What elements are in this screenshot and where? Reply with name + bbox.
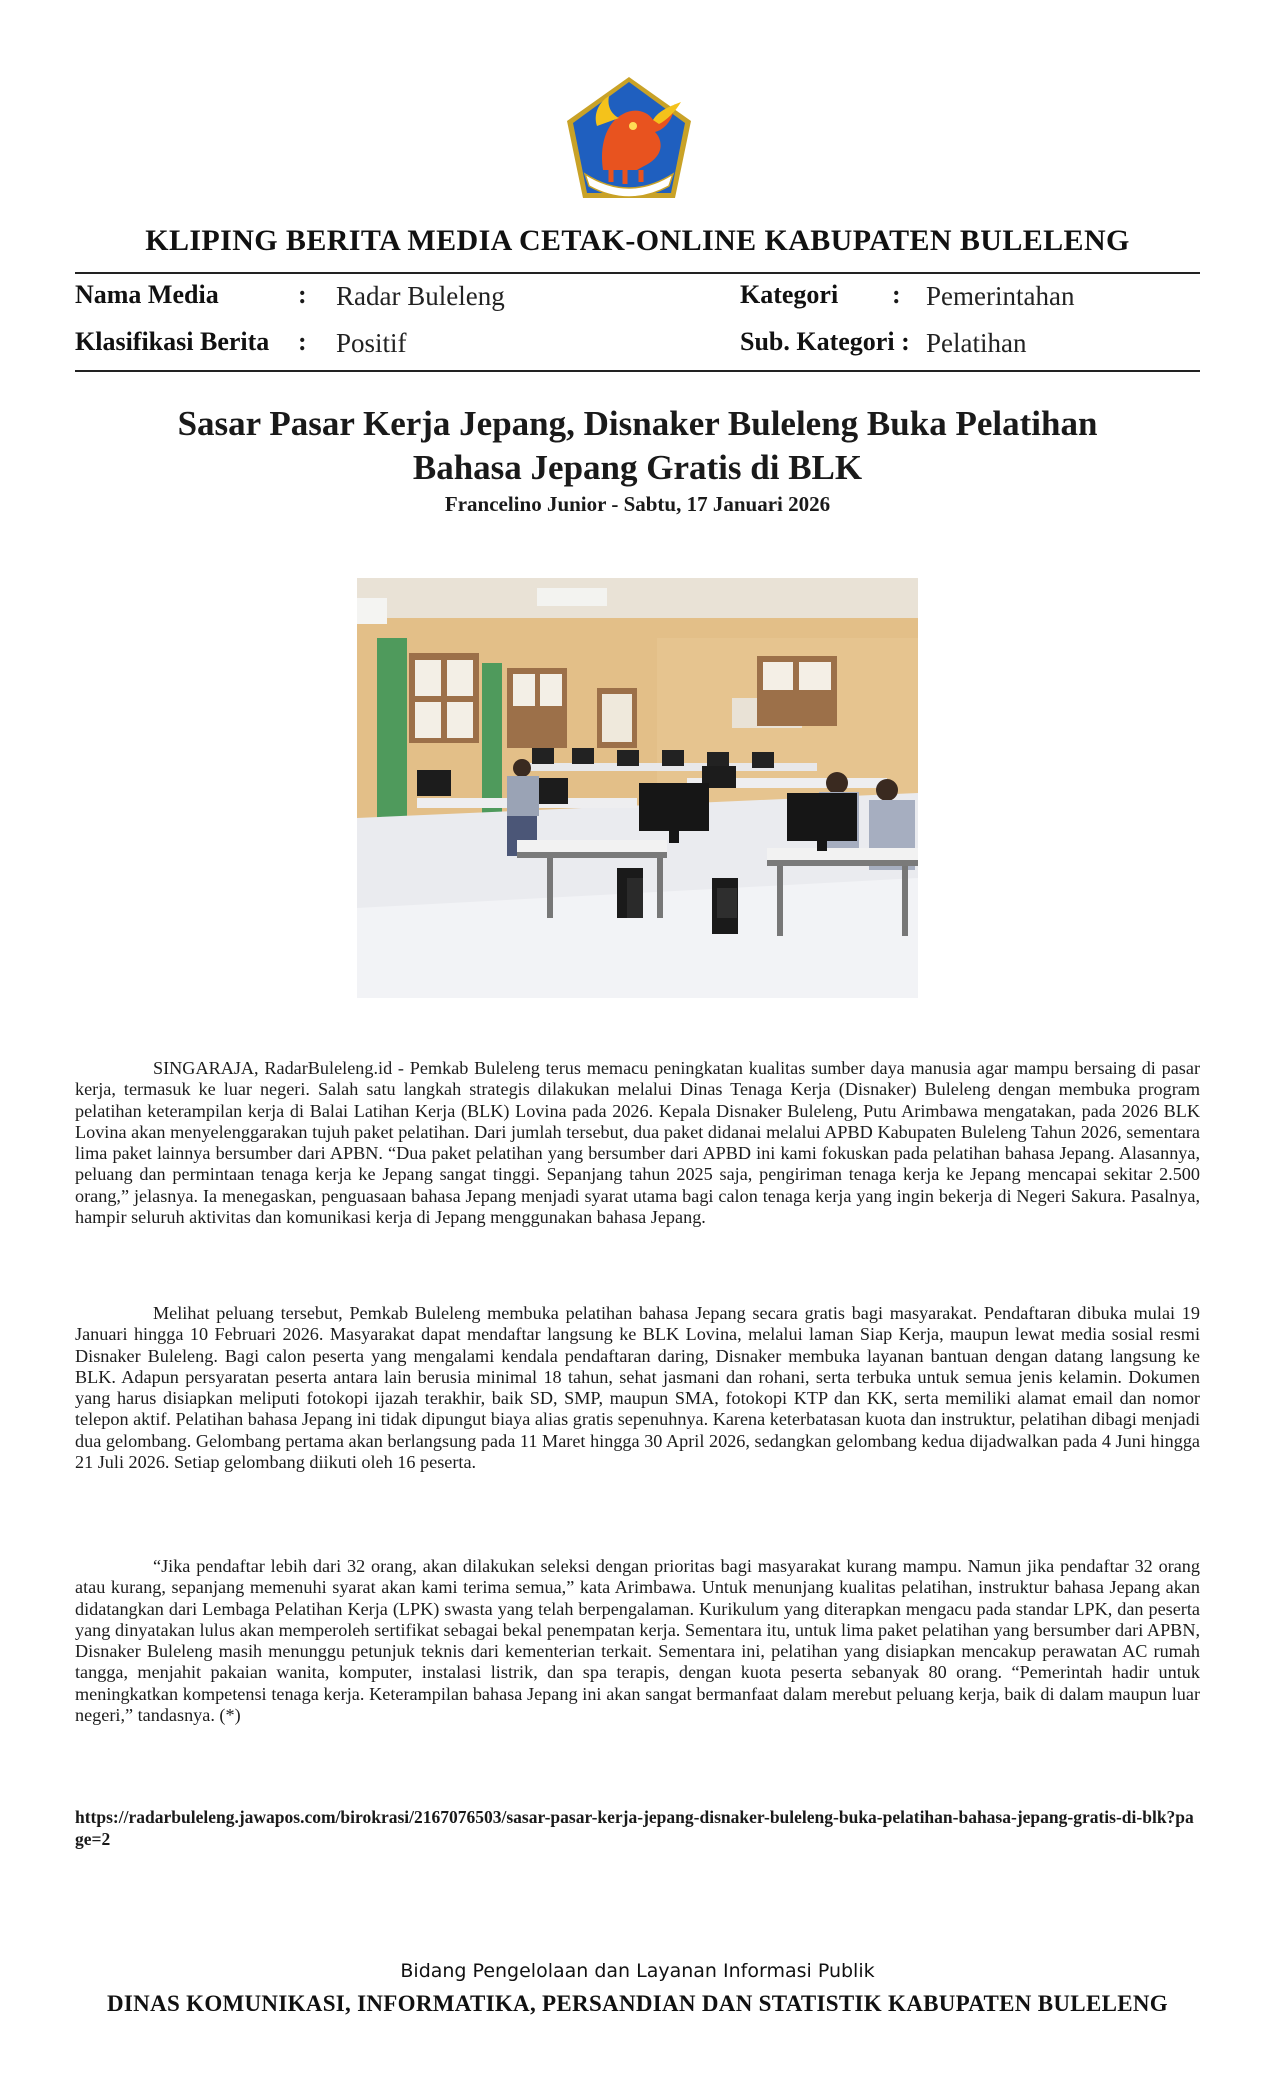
nama-media-label: Nama Media <box>75 280 219 309</box>
klasifikasi-value: Positif <box>336 328 407 358</box>
colon: : <box>298 327 307 356</box>
article-byline: Francelino Junior - Sabtu, 17 Januari 2026 <box>444 492 831 516</box>
article-headline <box>100 402 1175 490</box>
sub-kategori-label: Sub. Kategori : <box>740 327 910 356</box>
source-url: https://radarbuleleng.jawapos.com/birokrasi/2167076503/sasar-pasar-kerja-jepang-disnaker-buleleng-buka-pelatihan-bahasa-jepang-gratis-di-blk?page=2 <box>75 1807 1194 1849</box>
kategori-label: Kategori <box>740 280 839 309</box>
kategori-value: Pemerintahan <box>926 281 1075 311</box>
article-paragraph-2: Melihat peluang tersebut, Pemkab Buleleng membuka pelatihan bahasa Jepang secara gratis bagi masyarakat. Pendaftaran dibuka mulai 19 Januari hingga 10 Februari 2026. Masyarakat dapat mendaftar langsung ke BLK Lovina, melalui laman Siap Kerja, maupun lewat media sosial resmi Disnaker Buleleng. Bagi calon peserta yang mengalami kendala pendaftaran daring, Disnaker membuka layanan bantuan dengan datang langsung ke BLK. Adapun persyaratan peserta antara lain berusia minimal 18 tahun, sehat jasmani dan rohani, serta terbuka untuk semua jenis kelamin. Dokumen yang harus disiapkan meliputi fotokopi ijazah terakhir, baik SD, SMP, maupun SMA, fotokopi KTP dan KK, serta memiliki alamat email dan nomor telepon aktif. Pelatihan bahasa Jepang ini tidak dipungut biaya alias gratis sepenuhnya. Karena keterbatasan kuota dan instruktur, pelatihan dibagi menjadi dua gelombang. Gelombang pertama akan berlangsung pada 11 Maret hingga 30 April 2026, sedangkan gelombang kedua dijadwalkan pada 4 Juni hingga 21 Juli 2026. Setiap gelombang diikuti oleh 16 peserta. <box>75 1303 1200 1473</box>
nama-media-value: Radar Buleleng <box>336 281 505 311</box>
singa-ambara-raja-emblem-icon <box>563 74 695 202</box>
document-title: KLIPING BERITA MEDIA CETAK-ONLINE KABUPATEN BULELENG <box>145 224 1130 257</box>
headline-line-2: Bahasa Jepang Gratis di BLK <box>412 448 863 487</box>
headline-line-1: Sasar Pasar Kerja Jepang, Disnaker Buleleng Buka Pelatihan <box>177 404 1098 443</box>
footer-department: Bidang Pengelolaan dan Layanan Informasi Publik <box>400 1960 875 1982</box>
article-photo <box>357 578 918 998</box>
article-paragraph-3: “Jika pendaftar lebih dari 32 orang, akan dilakukan seleksi dengan prioritas bagi masyarakat kurang mampu. Namun jika pendaftar 32 orang atau kurang, sepanjang memenuhi syarat akan kami terima semua,” kata Arimbawa. Untuk menunjang kualitas pelatihan, instruktur bahasa Jepang akan didatangkan dari Lembaga Pelatihan Kerja (LPK) swasta yang telah berpengalaman. Kurikulum yang diterapkan mengacu pada standar LPK, dan peserta yang dinyatakan lulus akan memperoleh sertifikat sebagai bekal penempatan kerja. Sementara itu, untuk lima paket pelatihan yang bersumber dari APBN, Disnaker Buleleng masih menunggu petunjuk teknis dari kementerian terkait. Sementara ini, pelatihan yang disiapkan mencakup perawatan AC rumah tangga, menjahit pakaian wanita, komputer, instalasi listrik, dan spa terapis, dengan kuota peserta sebanyak 80 orang. “Pemerintah hadir untuk meningkatkan kompetensi tenaga kerja. Keterampilan bahasa Jepang ini akan sangat bermanfaat dalam merebut peluang kerja, baik di dalam maupun luar negeri,” tandasnya. (*) <box>75 1556 1200 1726</box>
footer-agency: DINAS KOMUNIKASI, INFORMATIKA, PERSANDIAN DAN STATISTIK KABUPATEN BULELENG <box>107 1991 1168 2016</box>
colon: : <box>892 280 901 309</box>
buleleng-logo <box>563 74 695 202</box>
article-paragraph-1: SINGARAJA, RadarBuleleng.id - Pemkab Buleleng terus memacu peningkatan kualitas sumber daya manusia agar mampu bersaing di pasar kerja, termasuk ke luar negeri. Salah satu langkah strategis dilakukan melalui Dinas Tenaga Kerja (Disnaker) Buleleng dengan membuka program pelatihan keterampilan kerja di Balai Latihan Kerja (BLK) Lovina pada 2026. Kepala Disnaker Buleleng, Putu Arimbawa mengatakan, pada 2026 BLK Lovina akan menyelenggarakan tujuh paket pelatihan. Dari jumlah tersebut, dua paket didanai melalui APBD Kabupaten Buleleng Tahun 2026, sementara lima paket lainnya bersumber dari APBN. “Dua paket pelatihan yang bersumber dari APBD ini kami fokuskan pada pelatihan bahasa Jepang. Alasannya, peluang dan permintaan tenaga kerja ke Jepang sangat tinggi. Sepanjang tahun 2025 saja, pengiriman tenaga kerja ke Jepang mencapai sekitar 2.500 orang,” jelasnya. Ia menegaskan, penguasaan bahasa Jepang menjadi syarat utama bagi calon tenaga kerja yang ingin bekerja di Negeri Sakura. Pasalnya, hampir seluruh aktivitas dan komunikasi kerja di Jepang menggunakan bahasa Jepang. <box>75 1058 1200 1228</box>
top-divider <box>75 272 1200 274</box>
sub-kategori-value: Pelatihan <box>926 328 1027 358</box>
klasifikasi-label: Klasifikasi Berita <box>75 327 270 356</box>
colon: : <box>298 280 307 309</box>
bottom-divider <box>75 370 1200 372</box>
